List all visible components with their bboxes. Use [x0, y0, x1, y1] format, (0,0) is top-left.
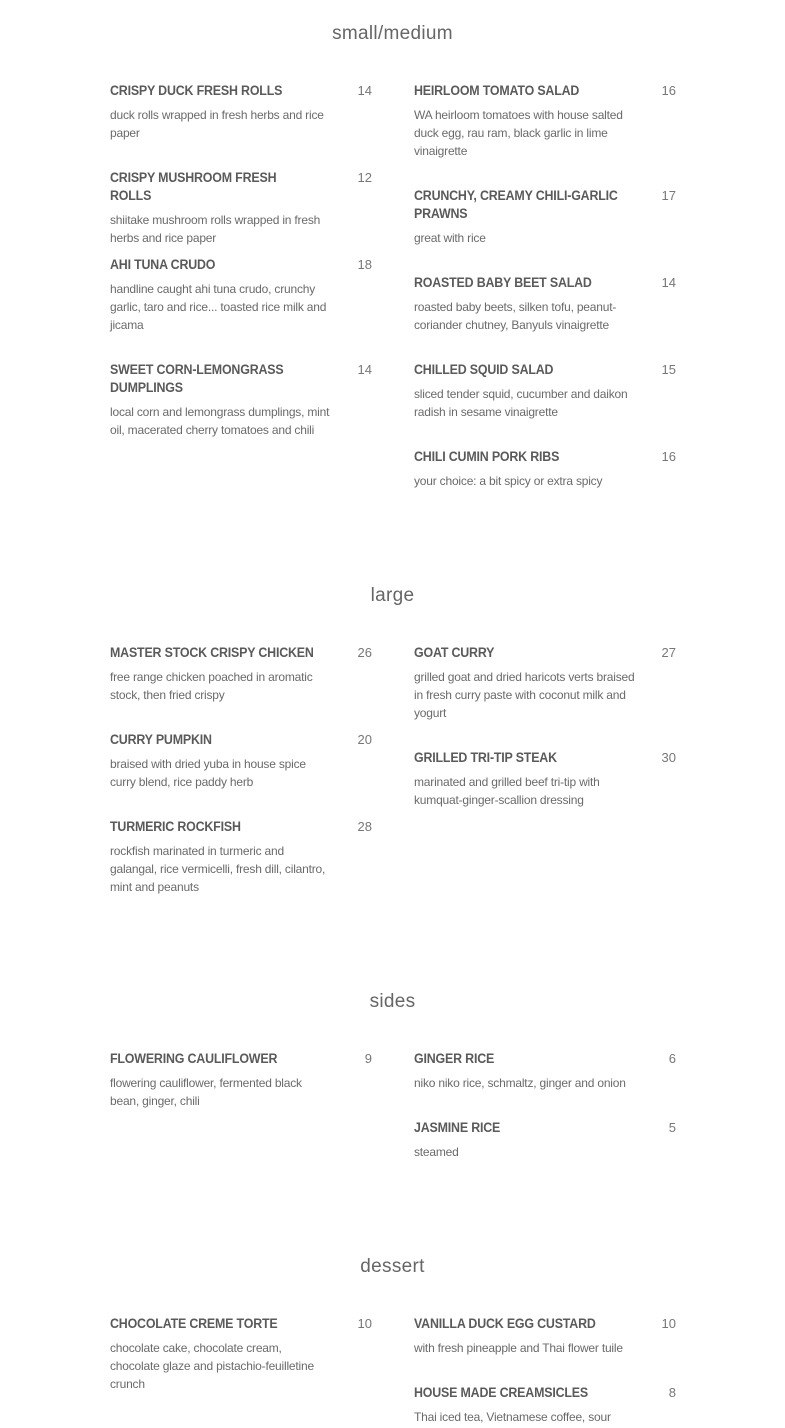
item-description: roasted baby beets, silken tofu, peanut-coriander chutney, Banyuls vinaigrette — [414, 300, 617, 332]
item-price: 26 — [357, 645, 372, 660]
menu-item — [110, 731, 372, 791]
item-name: HEIRLOOM TOMATO SALAD — [414, 83, 580, 98]
item-price: 15 — [661, 362, 676, 377]
item-name: CRISPY DUCK FRESH ROLLS — [110, 83, 283, 98]
item-description: free range chicken poached in aromatic stock, then fried crispy — [110, 670, 313, 702]
menu-item — [414, 361, 676, 421]
item-description: with fresh pineapple and Thai flower tuile — [414, 1341, 623, 1355]
menu-item — [110, 1315, 372, 1393]
item-description: duck rolls wrapped in fresh herbs and rice paper — [110, 108, 324, 140]
item-price: 16 — [661, 83, 676, 98]
item-price: 14 — [661, 275, 676, 290]
item-name: GINGER RICE — [414, 1051, 495, 1066]
menu-item — [110, 1050, 372, 1110]
section-title: sides — [369, 991, 416, 1012]
item-description: handline caught ahi tuna crudo, crunchy garlic, taro and rice... toasted rice milk and jicama — [110, 282, 327, 332]
menu-item — [414, 1119, 676, 1161]
item-name: CHOCOLATE CREME TORTE — [110, 1316, 278, 1331]
item-name: GRILLED TRI-TIP STEAK — [414, 750, 557, 765]
menu-item — [110, 256, 372, 334]
item-price: 28 — [357, 819, 372, 834]
item-price: 10 — [357, 1316, 372, 1331]
item-description: rockfish marinated in turmeric and galangal, rice vermicelli, fresh dill, cilantro, mint and peanuts — [110, 844, 326, 894]
item-price: 20 — [357, 732, 372, 747]
item-name: AHI TUNA CRUDO — [110, 257, 216, 272]
item-price: 8 — [668, 1385, 676, 1400]
item-name: CRUNCHY, CREAMY CHILI-GARLIC PRAWNS — [414, 188, 618, 221]
section-title: dessert — [360, 1256, 425, 1277]
item-name: JASMINE RICE — [414, 1120, 501, 1135]
item-description: great with rice — [414, 231, 486, 245]
menu-item — [110, 169, 372, 247]
item-price: 14 — [357, 83, 372, 98]
item-name: SWEET CORN-LEMONGRASS DUMPLINGS — [110, 362, 284, 395]
menu-item — [414, 448, 676, 490]
item-description: grilled goat and dried haricots verts braised in fresh curry paste with coconut milk and yogurt — [414, 670, 635, 720]
item-name: CHILLED SQUID SALAD — [414, 362, 554, 377]
menu-item — [110, 361, 372, 439]
item-price: 17 — [661, 188, 676, 203]
menu-item — [110, 644, 372, 704]
item-name: CRISPY MUSHROOM FRESH ROLLS — [110, 170, 277, 203]
menu-item — [414, 187, 676, 247]
item-description: braised with dried yuba in house spice curry blend, rice paddy herb — [110, 757, 306, 789]
item-price: 10 — [661, 1316, 676, 1331]
item-description: steamed — [414, 1145, 459, 1159]
menu-item — [414, 82, 676, 160]
item-name: CURRY PUMPKIN — [110, 732, 212, 747]
item-name: VANILLA DUCK EGG CUSTARD — [414, 1316, 596, 1331]
item-price: 18 — [357, 257, 372, 272]
item-price: 5 — [668, 1120, 676, 1135]
menu-item — [414, 274, 676, 334]
item-description: shiitake mushroom rolls wrapped in fresh herbs and rice paper — [110, 213, 321, 245]
menu-item — [414, 644, 676, 722]
item-price: 27 — [661, 645, 676, 660]
section-title: small/medium — [332, 23, 453, 44]
menu-item — [414, 1315, 676, 1357]
item-description: chocolate cake, chocolate cream, chocolate glaze and pistachio-feuilletine crunch — [110, 1341, 314, 1391]
item-name: MASTER STOCK CRISPY CHICKEN — [110, 645, 314, 660]
item-price: 30 — [661, 750, 676, 765]
menu-item — [414, 1384, 676, 1426]
menu-item — [110, 818, 372, 896]
item-description: flowering cauliflower, fermented black bean, ginger, chili — [110, 1076, 302, 1108]
item-description: your choice: a bit spicy or extra spicy — [414, 474, 603, 488]
item-description: Thai iced tea, Vietnamese coffee, sour — [414, 1410, 611, 1424]
item-price: 16 — [661, 449, 676, 464]
menu-item — [414, 1050, 676, 1092]
item-description: WA heirloom tomatoes with house salted duck egg, rau ram, black garlic in lime vinaigrette — [414, 108, 623, 158]
item-description: sliced tender squid, cucumber and daikon radish in sesame vinaigrette — [414, 387, 628, 419]
item-name: FLOWERING CAULIFLOWER — [110, 1051, 278, 1066]
menu-item — [110, 82, 372, 142]
menu-item — [414, 749, 676, 809]
item-price: 9 — [364, 1051, 372, 1066]
section-title: large — [370, 585, 415, 606]
item-name: CHILI CUMIN PORK RIBS — [414, 449, 560, 464]
item-description: marinated and grilled beef tri-tip with kumquat-ginger-scallion dressing — [414, 775, 600, 807]
item-price: 14 — [357, 362, 372, 377]
item-description: niko niko rice, schmaltz, ginger and onion — [414, 1076, 626, 1090]
item-name: GOAT CURRY — [414, 645, 495, 660]
item-name: HOUSE MADE CREAMSICLES — [414, 1385, 588, 1400]
item-price: 6 — [668, 1051, 676, 1066]
item-description: local corn and lemongrass dumplings, mint oil, macerated cherry tomatoes and chili — [110, 405, 330, 437]
item-name: ROASTED BABY BEET SALAD — [414, 275, 592, 290]
item-price: 12 — [357, 170, 372, 185]
item-name: TURMERIC ROCKFISH — [110, 819, 241, 834]
